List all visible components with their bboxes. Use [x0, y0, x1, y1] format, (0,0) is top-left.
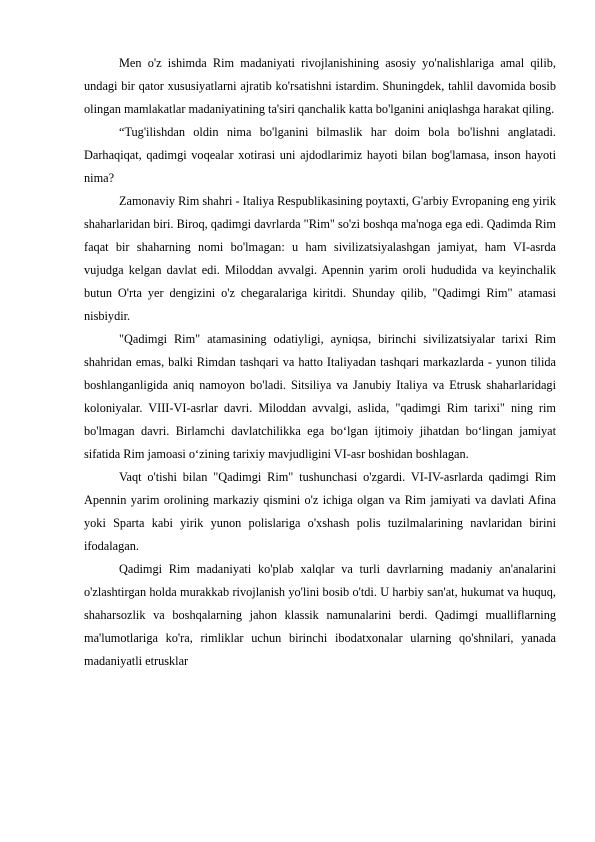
paragraph-modern-rome: Zamonaviy Rim shahri - Italiya Respublikasining poytaxti, G'arbiy Evropaning eng yirik shaharlaridan biri. Biroq, qadimgi davrlarda "Rim" so'zi boshqa ma'noga ega edi. Qadimda Rim faqat bir shaharning nomi bo'lmagan: u ham sivilizatsiyalashgan jamiyat, ham VI-asrda vujudga kelgan davlat edi. Miloddan avvalgi. Apennin yarim oroli hududida va keyinchalik butun O'rta yer dengizini o'z chegaralariga kiritdi. Shunday qilib, "Qadimgi Rim" atamasi nisbiydir. [84, 194, 556, 323]
body-text [84, 52, 556, 673]
paragraph-culture: Qadimgi Rim madaniyati ko'plab xalqlar va turli davrlarning madaniy an'analarini o'zlashtirgan holda murakkab rivojlanish yo'lini bosib o'tdi. U harbiy san'at, hukumat va huquq, shaharsozlik va boshqalarning jahon klassik namunalarini berdi. Qadimgi mualliflarning ma'lumotlariga ko'ra, rimliklar uchun birinchi ibodatxonalar ularning qo'shnilari, yanada madaniyatli etrusklar [84, 562, 556, 668]
paragraph-concept-change: Vaqt o'tishi bilan "Qadimgi Rim" tushunchasi o'zgardi. VI-IV-asrlarda qadimgi Rim Apennin yarim orolining markaziy qismini o'z ichiga olgan va Rim jamiyati va davlati Afina yoki Sparta kabi yirik yunon polislariga o'xshash polis tuzilmalarining navlaridan birini ifodalagan. [84, 470, 556, 553]
paragraph-term-ancient-rome: "Qadimgi Rim" atamasining odatiyligi, ayniqsa, birinchi sivilizatsiyalar tarixi Rim shahridan emas, balki Rimdan tashqari va hatto Italiyadan tashqari markazlarda - yunon tilida boshlanganligida aniq namoyon bo'ladi. Sitsiliya va Janubiy Italiya va Etrusk shaharlaridagi koloniyalar. VIII-VI-asrlar davri. Miloddan avvalgi, aslida, "qadimgi Rim tarixi" ning rim bo'lmagan davri. Birlamchi davlatchilikka ega bo‘lgan ijtimoiy jihatdan bo‘lingan jamiyat sifatida Rim jamoasi o‘zining tarixiy mavjudligini VI-asr boshidan boshlagan. [84, 332, 556, 461]
paragraph-intro: Men o'z ishimda Rim madaniyati rivojlanishining asosiy yo'nalishlariga amal qilib, undagi bir qator xususiyatlarni ajratib ko'rsatishni istardim. Shuningdek, tahlil davomida bosib olingan mamlakatlar madaniyatining ta'siri qanchalik katta bo'lganini aniqlashga harakat qiling. [84, 56, 556, 116]
paragraph-quote: “Tug'ilishdan oldin nima bo'lganini bilmaslik har doim bola bo'lishni anglatadi. Darhaqiqat, qadimgi voqealar xotirasi uni ajdodlarimiz hayoti bilan bog'lamasa, inson hayoti nima? [84, 125, 556, 185]
